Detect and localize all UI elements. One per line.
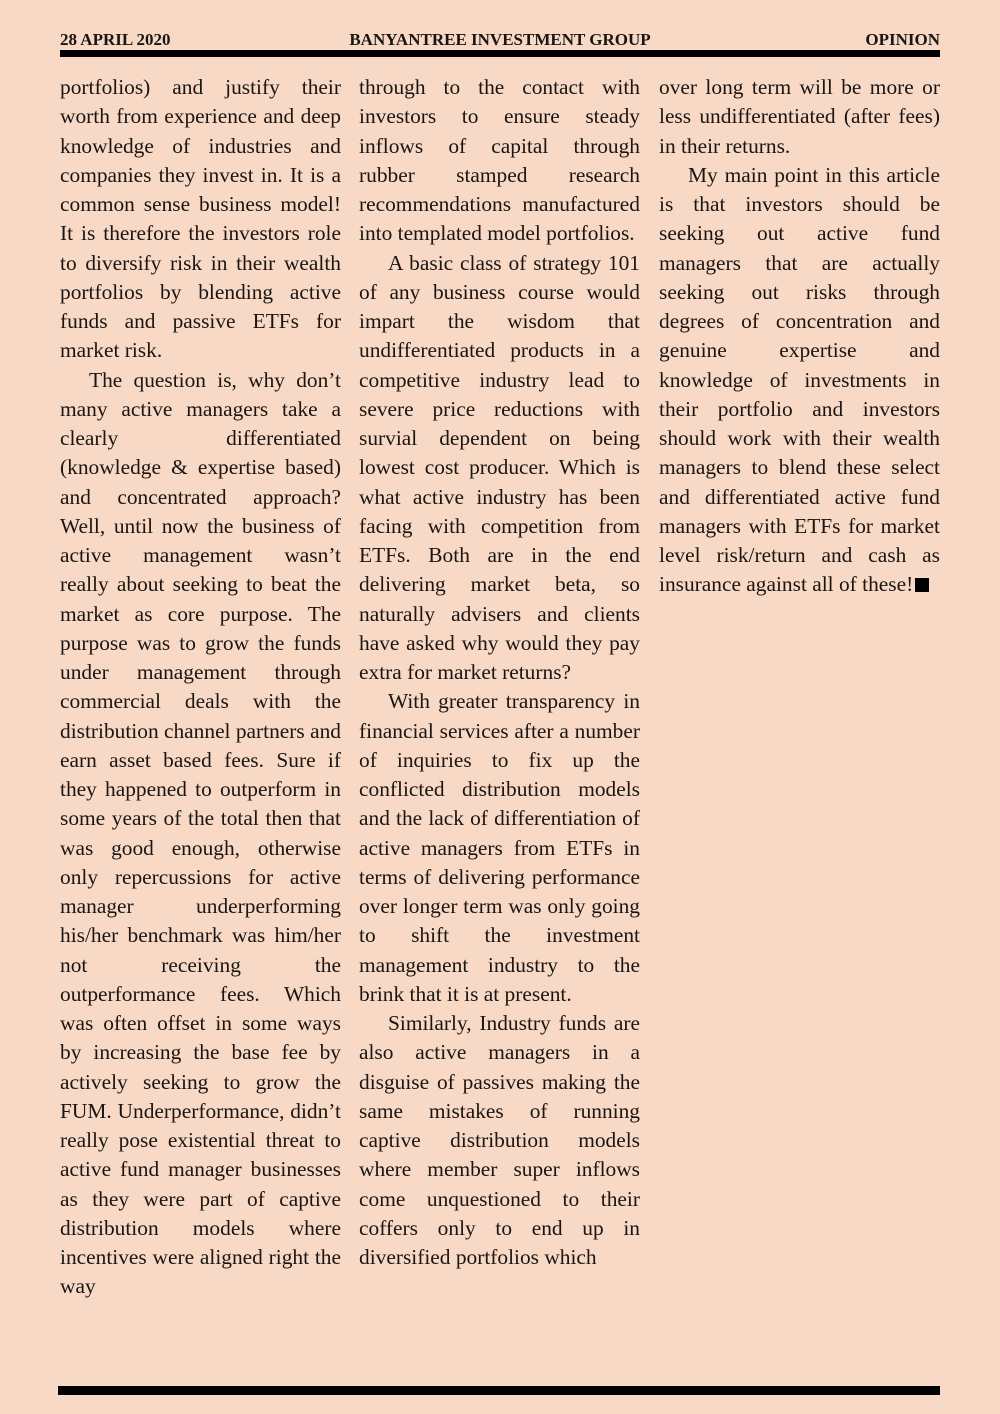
article-paragraph: portfolios) and justify their worth from experience and deep knowledge of industries and companies they invest in. It is a common sense business model! It is therefore the investors role to diversify risk in their wealth portfolios by blending active funds and passive ETFs for market risk. — [60, 75, 341, 363]
article-column-1 — [60, 73, 341, 1302]
article-paragraph: Similarly, Industry funds are also active managers in a disguise of passives making the same mistakes of running captive distribution models where member super inflows come unquestioned to their coffers only to end up in diversified portfolios which — [359, 1011, 640, 1269]
article-paragraph: A basic class of strategy 101 of any business course would impart the wisdom that undifferentiated products in a competitive industry lead to severe price reductions with survial dependent on being lowest cost producer. Which is what active industry has been facing with competition from ETFs. Both are in the end delivering market beta, so naturally advisers and clients have asked why would they pay extra for market returns? — [359, 250, 640, 684]
article-paragraph: through to the contact with investors to ensure steady inflows of capital through rubber stamped research recommendations manufactured into templated model portfolios. — [359, 75, 640, 246]
article-final-paragraph — [659, 161, 940, 600]
article-column-3 — [659, 73, 940, 600]
article-paragraph-text: My main point in this article is that investors should be seeking out active fund managers that are actually seeking out risks through degrees of concentration and genuine expertise and knowledge of investments in their portfolio and investors should work with their wealth managers to blend these select and differentiated active fund managers with ETFs for market level risk/return and cash as insurance against all of these! — [659, 162, 940, 597]
issue-date: 28 APRIL 2020 — [60, 30, 171, 49]
article-paragraph: over long term will be more or less undifferentiated (after fees) in their returns. — [659, 75, 940, 158]
footer-rule — [58, 1386, 940, 1395]
article-column-2 — [359, 73, 640, 1272]
end-of-article-mark — [915, 578, 929, 592]
header-rule — [60, 50, 940, 57]
article-paragraph: With greater transparency in financial services after a number of inquiries to fix up the conflicted distribution models and the lack of differentiation of active managers from ETFs in terms of delivering performance over longer term was only going to shift the investment management industry to the brink that it is at present. — [359, 689, 640, 1006]
publication-name: BANYANTREE INVESTMENT GROUP — [349, 30, 651, 49]
page-header — [60, 28, 940, 52]
section-label: OPINION — [865, 30, 940, 49]
article-paragraph: The question is, why don’t many active managers take a clearly differentiated (knowledge & expertise based) and concentrated approach? Well, until now the business of active management wasn’t really about seeking to beat the market as core purpose. The purpose was to grow the funds under management through commercial deals with the distribution channel partners and earn asset based fees. Sure if they happened to outperform in some years of the total then that was good enough, otherwise only repercussions for active manager underperforming his/her benchmark was him/her not receiving the outperformance fees. Which was often offset in some ways by increasing the base fee by actively seeking to grow the FUM. Underperformance, didn’t really pose existential threat to active fund manager businesses as they were part of captive distribution models where incentives were aligned right the way — [60, 367, 341, 1299]
